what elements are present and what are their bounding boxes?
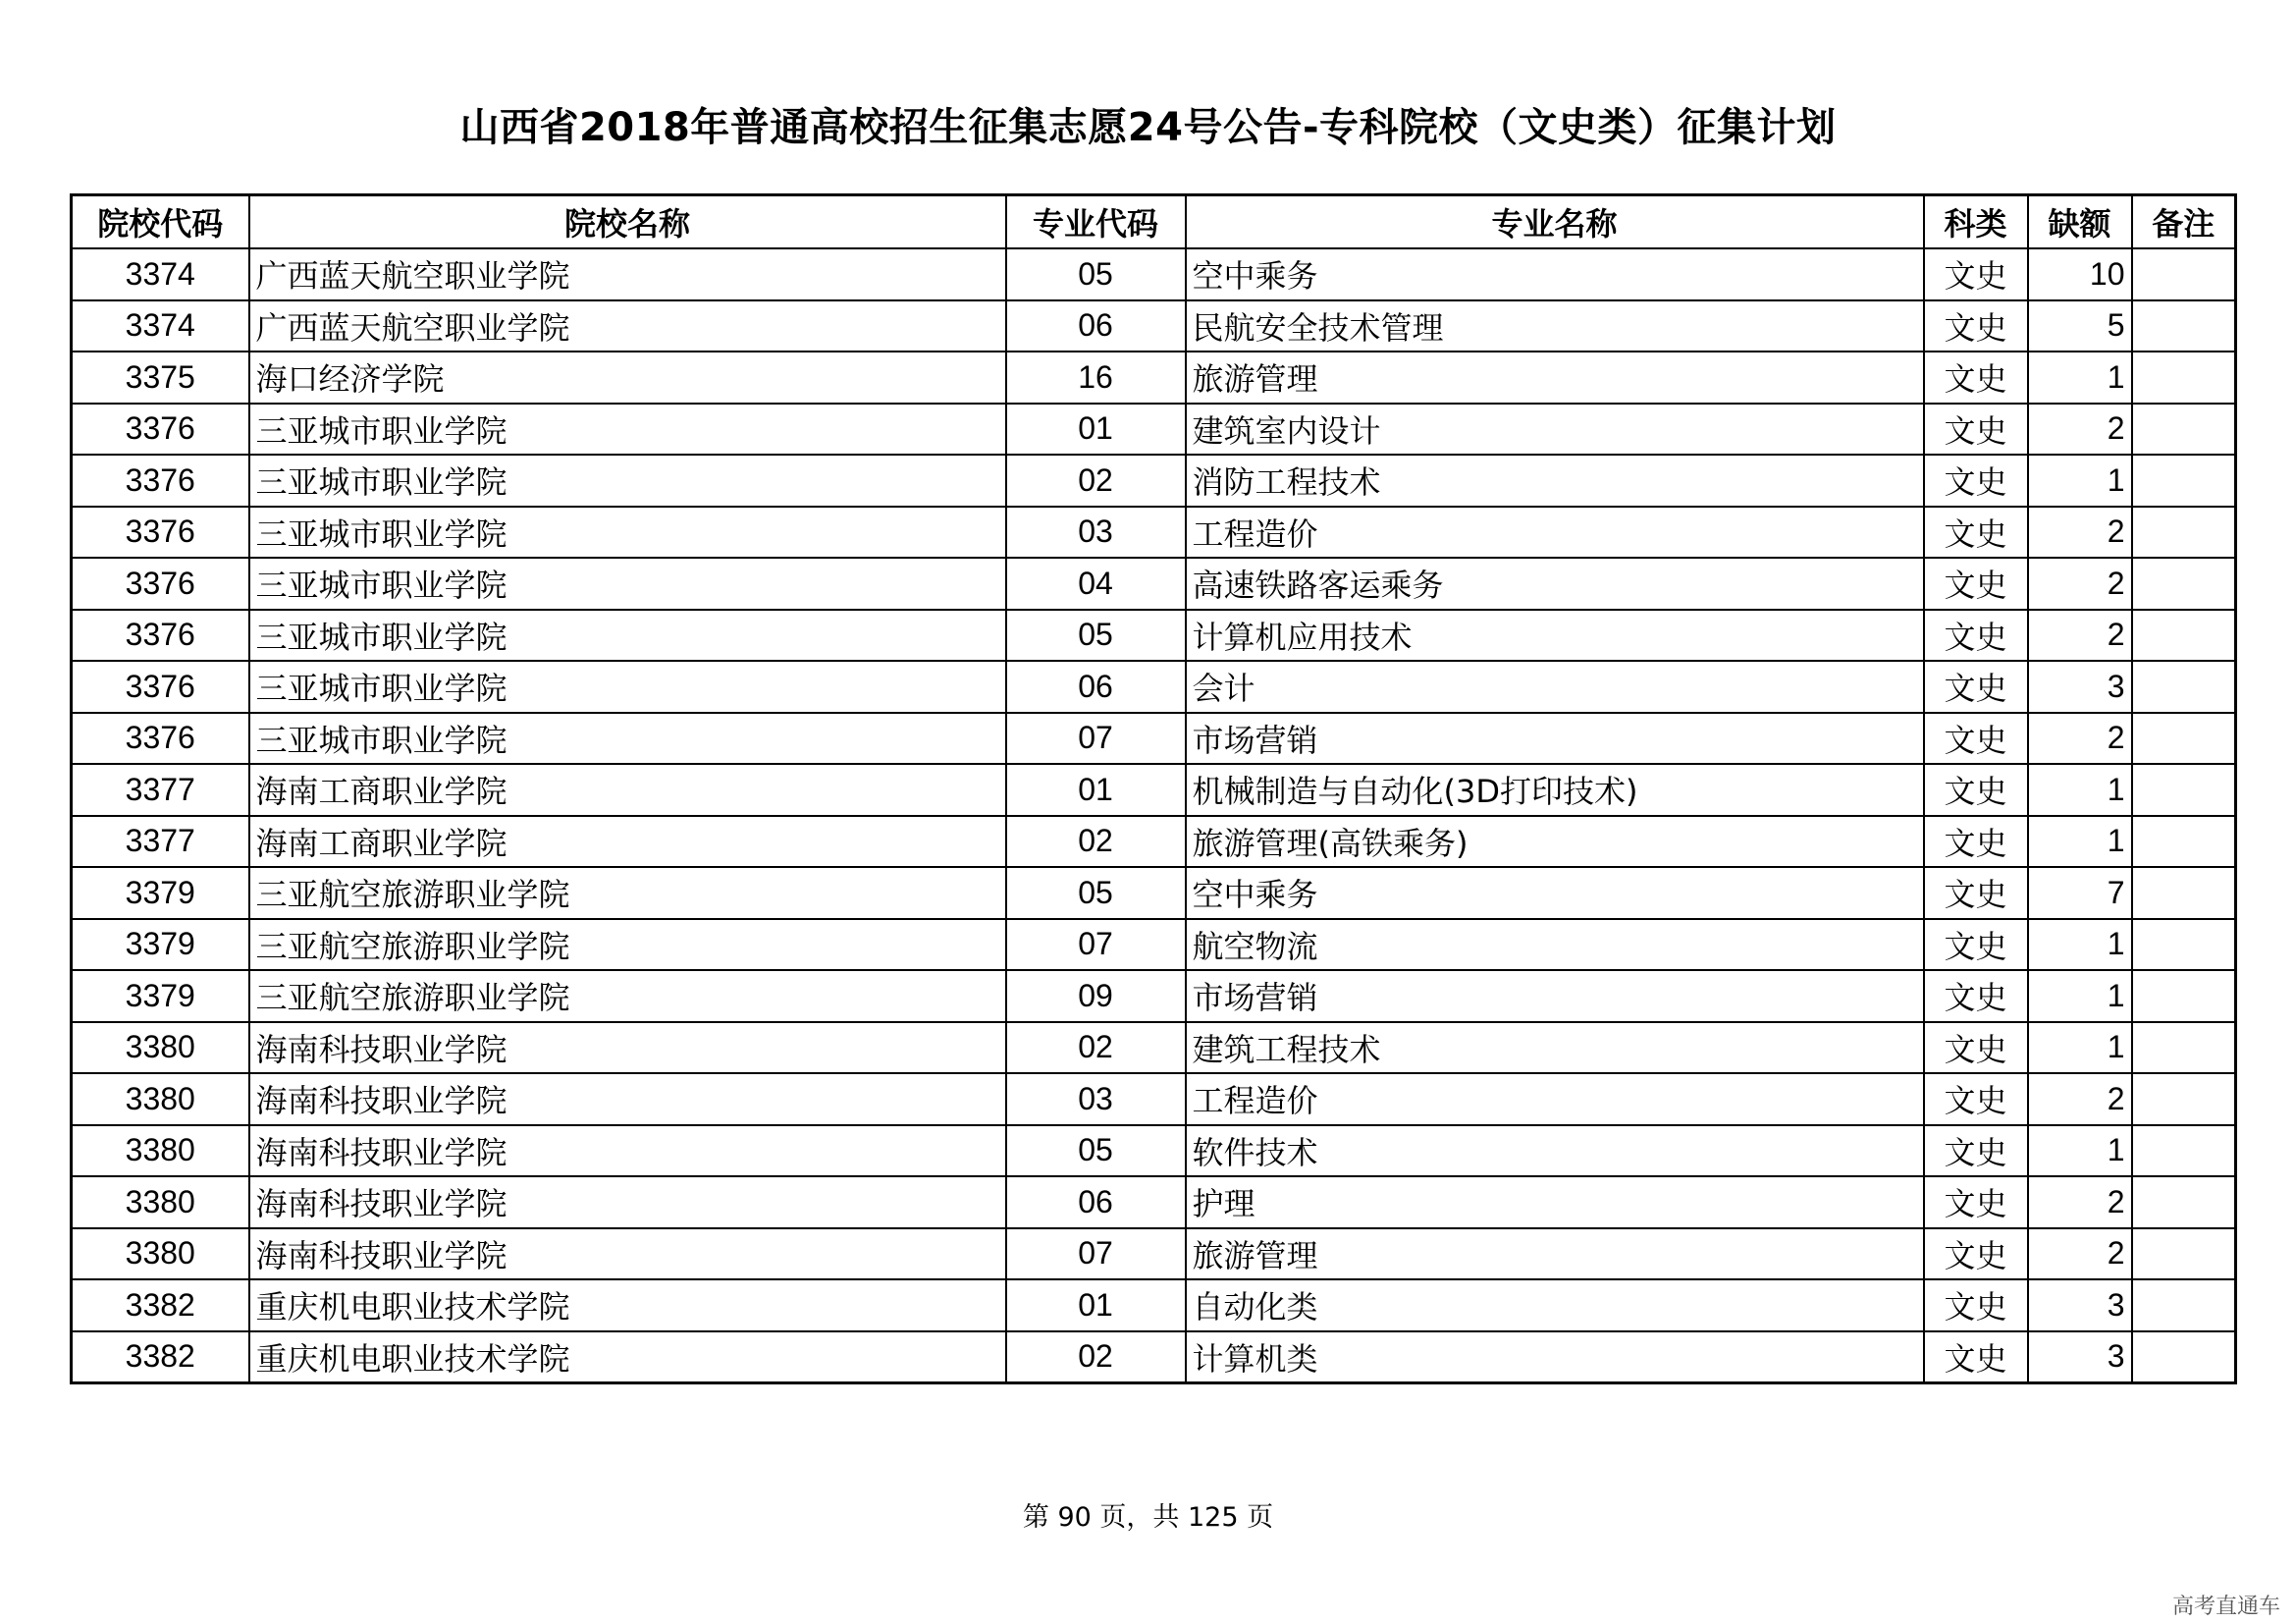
cell-category: 文史 <box>1924 455 2028 507</box>
cell-note <box>2132 1125 2236 1177</box>
cell-category: 文史 <box>1924 404 2028 456</box>
cell-school-name: 三亚航空旅游职业学院 <box>249 970 1006 1022</box>
header-note: 备注 <box>2132 195 2236 249</box>
cell-major-code: 01 <box>1006 404 1186 456</box>
cell-quota: 2 <box>2028 558 2132 610</box>
cell-school-code: 3380 <box>72 1125 249 1177</box>
cell-category: 文史 <box>1924 352 2028 404</box>
cell-note <box>2132 867 2236 919</box>
cell-category: 文史 <box>1924 248 2028 300</box>
cell-school-name: 海南工商职业学院 <box>249 764 1006 816</box>
cell-school-name: 重庆机电职业技术学院 <box>249 1279 1006 1331</box>
cell-quota: 2 <box>2028 1228 2132 1280</box>
cell-note <box>2132 455 2236 507</box>
cell-major-code: 02 <box>1006 1022 1186 1074</box>
cell-note <box>2132 300 2236 352</box>
cell-note <box>2132 970 2236 1022</box>
cell-category: 文史 <box>1924 1331 2028 1383</box>
cell-school-code: 3379 <box>72 970 249 1022</box>
cell-major-name: 空中乘务 <box>1186 867 1924 919</box>
cell-note <box>2132 816 2236 868</box>
enrollment-plan-table <box>70 193 2237 1384</box>
table-row <box>72 764 2236 816</box>
cell-school-name: 三亚航空旅游职业学院 <box>249 919 1006 971</box>
cell-category: 文史 <box>1924 1022 2028 1074</box>
cell-quota: 2 <box>2028 404 2132 456</box>
cell-major-code: 06 <box>1006 300 1186 352</box>
table-row <box>72 970 2236 1022</box>
cell-quota: 5 <box>2028 300 2132 352</box>
cell-note <box>2132 1331 2236 1383</box>
cell-major-code: 02 <box>1006 455 1186 507</box>
cell-major-code: 07 <box>1006 919 1186 971</box>
cell-major-code: 01 <box>1006 1279 1186 1331</box>
cell-school-code: 3377 <box>72 764 249 816</box>
cell-quota: 2 <box>2028 610 2132 662</box>
cell-school-code: 3380 <box>72 1073 249 1125</box>
cell-major-name: 软件技术 <box>1186 1125 1924 1177</box>
cell-major-code: 09 <box>1006 970 1186 1022</box>
cell-school-code: 3377 <box>72 816 249 868</box>
cell-school-name: 三亚城市职业学院 <box>249 404 1006 456</box>
cell-major-code: 05 <box>1006 1125 1186 1177</box>
cell-note <box>2132 404 2236 456</box>
cell-major-name: 旅游管理 <box>1186 352 1924 404</box>
cell-note <box>2132 558 2236 610</box>
cell-major-name: 消防工程技术 <box>1186 455 1924 507</box>
header-major-code: 专业代码 <box>1006 195 1186 249</box>
cell-major-code: 04 <box>1006 558 1186 610</box>
cell-major-name: 旅游管理 <box>1186 1228 1924 1280</box>
cell-major-name: 市场营销 <box>1186 970 1924 1022</box>
cell-note <box>2132 352 2236 404</box>
cell-category: 文史 <box>1924 1279 2028 1331</box>
header-quota: 缺额 <box>2028 195 2132 249</box>
cell-school-code: 3380 <box>72 1176 249 1228</box>
cell-school-code: 3376 <box>72 661 249 713</box>
cell-school-name: 三亚航空旅游职业学院 <box>249 867 1006 919</box>
cell-note <box>2132 507 2236 559</box>
cell-major-code: 01 <box>1006 764 1186 816</box>
cell-school-code: 3380 <box>72 1022 249 1074</box>
cell-major-name: 民航安全技术管理 <box>1186 300 1924 352</box>
table-row <box>72 352 2236 404</box>
cell-major-code: 05 <box>1006 610 1186 662</box>
cell-quota: 1 <box>2028 1125 2132 1177</box>
cell-quota: 1 <box>2028 919 2132 971</box>
cell-school-code: 3376 <box>72 455 249 507</box>
cell-category: 文史 <box>1924 661 2028 713</box>
cell-major-name: 护理 <box>1186 1176 1924 1228</box>
cell-school-name: 三亚城市职业学院 <box>249 507 1006 559</box>
cell-school-code: 3374 <box>72 300 249 352</box>
table-row <box>72 816 2236 868</box>
cell-quota: 1 <box>2028 816 2132 868</box>
cell-category: 文史 <box>1924 816 2028 868</box>
cell-major-name: 建筑工程技术 <box>1186 1022 1924 1074</box>
cell-major-code: 05 <box>1006 867 1186 919</box>
table-header <box>72 195 2236 249</box>
cell-major-name: 市场营销 <box>1186 713 1924 765</box>
cell-category: 文史 <box>1924 1073 2028 1125</box>
cell-major-code: 02 <box>1006 816 1186 868</box>
page-footer: 第 90 页，共 125 页 <box>1022 1502 1274 1533</box>
cell-quota: 2 <box>2028 1073 2132 1125</box>
cell-school-name: 海南科技职业学院 <box>249 1073 1006 1125</box>
cell-category: 文史 <box>1924 764 2028 816</box>
cell-school-code: 3376 <box>72 507 249 559</box>
cell-category: 文史 <box>1924 713 2028 765</box>
cell-major-code: 05 <box>1006 248 1186 300</box>
cell-note <box>2132 919 2236 971</box>
cell-quota: 10 <box>2028 248 2132 300</box>
table-row <box>72 1228 2236 1280</box>
table-row <box>72 558 2236 610</box>
table-row <box>72 713 2236 765</box>
cell-quota: 3 <box>2028 1331 2132 1383</box>
cell-quota: 1 <box>2028 1022 2132 1074</box>
cell-quota: 3 <box>2028 1279 2132 1331</box>
cell-major-code: 03 <box>1006 1073 1186 1125</box>
cell-quota: 2 <box>2028 713 2132 765</box>
table-row <box>72 1331 2236 1383</box>
table-row <box>72 507 2236 559</box>
cell-note <box>2132 764 2236 816</box>
cell-category: 文史 <box>1924 1125 2028 1177</box>
table-row <box>72 1125 2236 1177</box>
cell-major-name: 机械制造与自动化(3D打印技术) <box>1186 764 1924 816</box>
cell-category: 文史 <box>1924 1176 2028 1228</box>
header-row <box>72 195 2236 249</box>
table-row <box>72 1279 2236 1331</box>
cell-school-code: 3376 <box>72 713 249 765</box>
cell-category: 文史 <box>1924 867 2028 919</box>
cell-school-name: 三亚城市职业学院 <box>249 661 1006 713</box>
cell-school-code: 3376 <box>72 610 249 662</box>
cell-major-code: 16 <box>1006 352 1186 404</box>
cell-note <box>2132 1022 2236 1074</box>
table-row <box>72 1176 2236 1228</box>
cell-quota: 7 <box>2028 867 2132 919</box>
cell-major-name: 空中乘务 <box>1186 248 1924 300</box>
cell-school-name: 海南科技职业学院 <box>249 1228 1006 1280</box>
cell-quota: 3 <box>2028 661 2132 713</box>
cell-note <box>2132 248 2236 300</box>
header-category: 科类 <box>1924 195 2028 249</box>
table-row <box>72 919 2236 971</box>
cell-school-code: 3379 <box>72 919 249 971</box>
table-row <box>72 661 2236 713</box>
cell-school-name: 海南工商职业学院 <box>249 816 1006 868</box>
table-row <box>72 404 2236 456</box>
table-row <box>72 867 2236 919</box>
table-row <box>72 1073 2236 1125</box>
cell-note <box>2132 661 2236 713</box>
header-school-name: 院校名称 <box>249 195 1006 249</box>
cell-major-code: 06 <box>1006 1176 1186 1228</box>
cell-major-name: 高速铁路客运乘务 <box>1186 558 1924 610</box>
watermark: 高考直通车 <box>2171 1595 2280 1619</box>
cell-quota: 1 <box>2028 455 2132 507</box>
header-school-code: 院校代码 <box>72 195 249 249</box>
cell-school-name: 海南科技职业学院 <box>249 1176 1006 1228</box>
cell-school-code: 3376 <box>72 404 249 456</box>
cell-school-name: 海南科技职业学院 <box>249 1125 1006 1177</box>
cell-major-name: 建筑室内设计 <box>1186 404 1924 456</box>
cell-school-name: 三亚城市职业学院 <box>249 713 1006 765</box>
cell-major-name: 计算机应用技术 <box>1186 610 1924 662</box>
table-row <box>72 248 2236 300</box>
cell-school-name: 三亚城市职业学院 <box>249 558 1006 610</box>
cell-note <box>2132 610 2236 662</box>
cell-school-code: 3375 <box>72 352 249 404</box>
cell-school-name: 广西蓝天航空职业学院 <box>249 248 1006 300</box>
page-title: 山西省2018年普通高校招生征集志愿24号公告-专科院校（文史类）征集计划 <box>459 105 1837 150</box>
cell-major-name: 会计 <box>1186 661 1924 713</box>
cell-school-code: 3376 <box>72 558 249 610</box>
cell-school-name: 广西蓝天航空职业学院 <box>249 300 1006 352</box>
cell-note <box>2132 1073 2236 1125</box>
cell-major-name: 工程造价 <box>1186 507 1924 559</box>
cell-major-name: 自动化类 <box>1186 1279 1924 1331</box>
cell-school-code: 3374 <box>72 248 249 300</box>
cell-category: 文史 <box>1924 558 2028 610</box>
cell-school-code: 3382 <box>72 1331 249 1383</box>
cell-quota: 2 <box>2028 1176 2132 1228</box>
table-row <box>72 1022 2236 1074</box>
cell-major-name: 旅游管理(高铁乘务) <box>1186 816 1924 868</box>
cell-school-name: 重庆机电职业技术学院 <box>249 1331 1006 1383</box>
cell-category: 文史 <box>1924 300 2028 352</box>
cell-school-name: 三亚城市职业学院 <box>249 610 1006 662</box>
table-row <box>72 610 2236 662</box>
cell-major-name: 计算机类 <box>1186 1331 1924 1383</box>
cell-note <box>2132 1279 2236 1331</box>
cell-note <box>2132 713 2236 765</box>
header-major-name: 专业名称 <box>1186 195 1924 249</box>
cell-category: 文史 <box>1924 507 2028 559</box>
cell-quota: 1 <box>2028 764 2132 816</box>
cell-category: 文史 <box>1924 919 2028 971</box>
table-body <box>72 248 2236 1383</box>
cell-major-code: 07 <box>1006 713 1186 765</box>
cell-category: 文史 <box>1924 1228 2028 1280</box>
cell-school-name: 三亚城市职业学院 <box>249 455 1006 507</box>
cell-major-code: 06 <box>1006 661 1186 713</box>
cell-major-code: 03 <box>1006 507 1186 559</box>
cell-school-code: 3380 <box>72 1228 249 1280</box>
cell-school-name: 海口经济学院 <box>249 352 1006 404</box>
cell-note <box>2132 1228 2236 1280</box>
cell-major-code: 07 <box>1006 1228 1186 1280</box>
cell-school-code: 3379 <box>72 867 249 919</box>
cell-quota: 1 <box>2028 970 2132 1022</box>
table-row <box>72 300 2236 352</box>
cell-category: 文史 <box>1924 610 2028 662</box>
cell-category: 文史 <box>1924 970 2028 1022</box>
cell-note <box>2132 1176 2236 1228</box>
cell-quota: 2 <box>2028 507 2132 559</box>
cell-quota: 1 <box>2028 352 2132 404</box>
cell-school-code: 3382 <box>72 1279 249 1331</box>
cell-school-name: 海南科技职业学院 <box>249 1022 1006 1074</box>
table-row <box>72 455 2236 507</box>
cell-major-code: 02 <box>1006 1331 1186 1383</box>
cell-major-name: 航空物流 <box>1186 919 1924 971</box>
cell-major-name: 工程造价 <box>1186 1073 1924 1125</box>
